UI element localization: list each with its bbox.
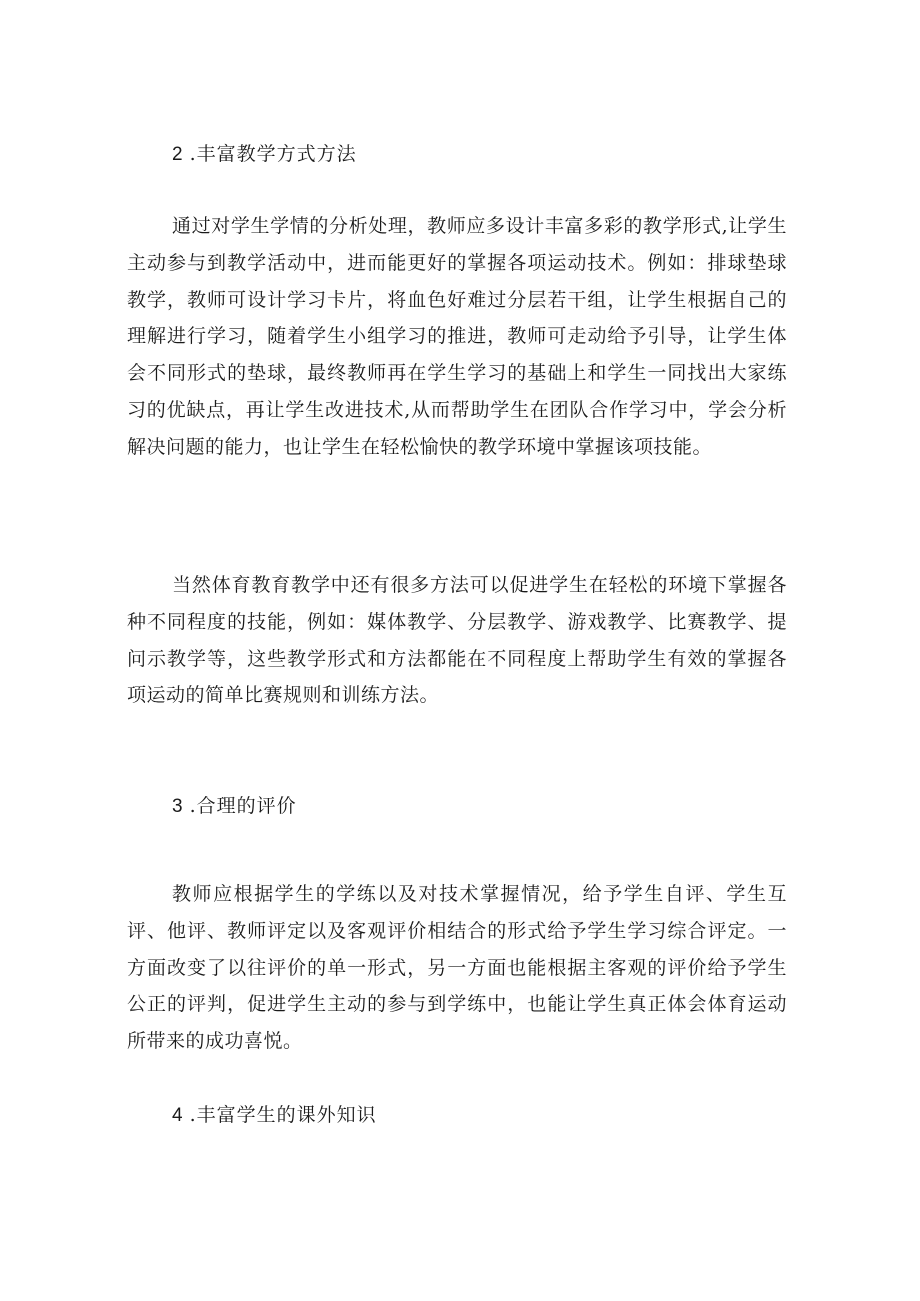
section-heading-4 <box>172 1103 377 1128</box>
paragraph-evaluation: 教师应根据学生的学练以及对技术掌握情况，给予学生自评、学生互评、他评、教师评定以及客观评价相结合的形式给予学生学习综合评定。一方面改变了以往评价的单一形式，另一方面也能根据主客观的评价给予学生公正的评判，促进学生主动的参与到学练中，也能让学生真正体会体育运动所带来的成功喜悦。 <box>127 883 787 1053</box>
section-title: .丰富教学方式方法 <box>189 143 357 165</box>
section-heading-2 <box>172 142 357 167</box>
section-title: .丰富学生的课外知识 <box>189 1104 377 1126</box>
paragraph-other-methods: 当然体育教育教学中还有很多方法可以促进学生在轻松的环境下掌握各种不同程度的技能，例如：媒体教学、分层教学、游戏教学、比赛教学、提问示教学等，这些教学形式和方法都能在不同程度上帮助学生有效的掌握各项运动的简单比赛规则和训练方法。 <box>127 574 787 707</box>
section-number: 2 <box>172 144 184 165</box>
section-number: 3 <box>172 796 184 817</box>
section-number: 4 <box>172 1105 184 1126</box>
paragraph-teaching-methods: 通过对学生学情的分析处理，教师应多设计丰富多彩的教学形式,让学生主动参与到教学活动中，进而能更好的掌握各项运动技术。例如：排球垫球教学，教师可设计学习卡片，将血色好难过分层若干组，让学生根据自己的理解进行学习，随着学生小组学习的推进，教师可走动给予引导，让学生体会不同形式的垫球，最终教师再在学生学习的基础上和学生一同找出大家练习的优缺点，再让学生改进技术,从而帮助学生在团队合作学习中，学会分析解决问题的能力，也让学生在轻松愉快的教学环境中掌握该项技能。 <box>127 215 787 458</box>
section-title: .合理的评价 <box>189 795 297 817</box>
section-heading-3 <box>172 794 297 819</box>
